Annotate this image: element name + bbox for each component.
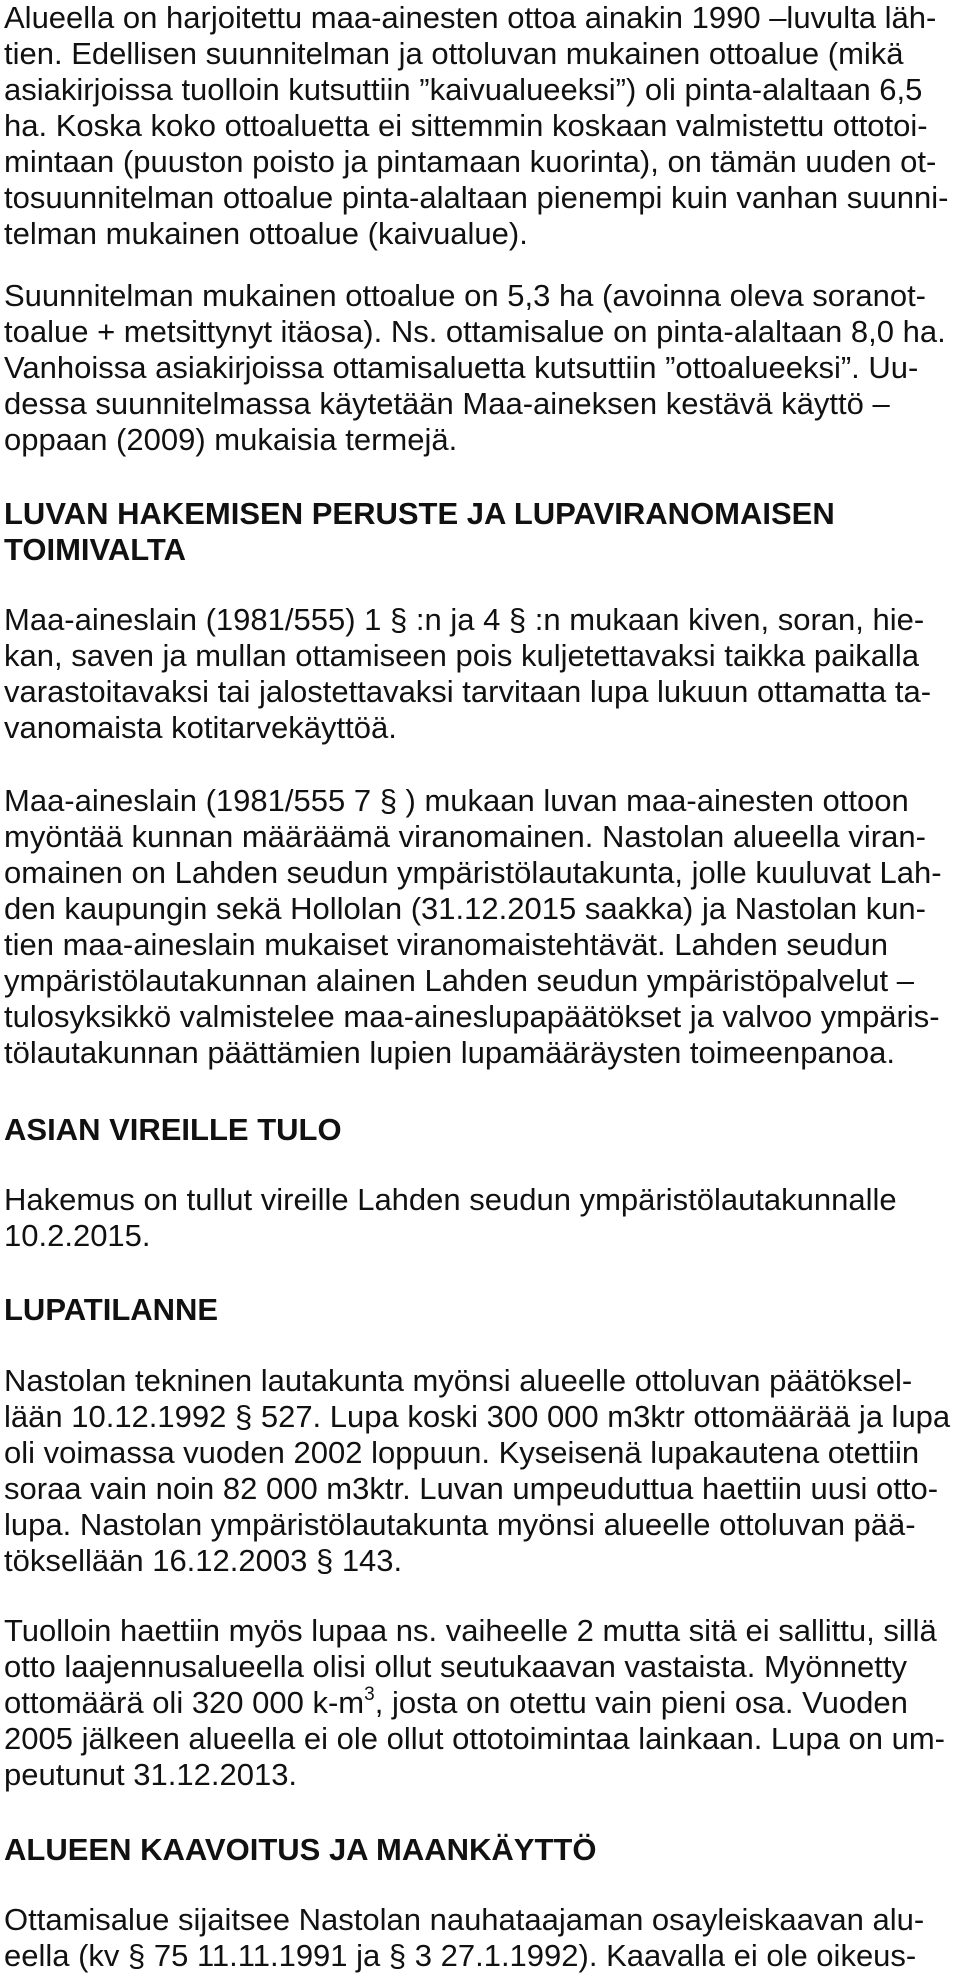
- text-line: 10.2.2015.: [4, 1218, 151, 1253]
- text-line: asiakirjoissa tuolloin kutsuttiin ”kaivualueeksi”) oli pinta-alaltaan 6,5: [4, 72, 923, 107]
- text-line: tulosyksikkö valmistelee maa-aineslupapäätökset ja valvoo ympäris-: [4, 999, 940, 1034]
- text-line: varastoitavaksi tai jalostettavaksi tarvitaan lupa lukuun ottamatta ta-: [4, 674, 932, 709]
- text-line: 2005 jälkeen alueella ei ole ollut ottotoimintaa lainkaan. Lupa on um-: [4, 1721, 945, 1756]
- text-line: eella (kv § 75 11.11.1991 ja § 3 27.1.1992). Kaavalla ei ole oikeus-: [4, 1938, 917, 1973]
- text-line: oli voimassa vuoden 2002 loppuun. Kyseisenä lupakautena otettiin: [4, 1435, 920, 1470]
- text-line: toalue + metsittynyt itäosa). Ns. ottamisalue on pinta-alaltaan 8,0 ha.: [4, 314, 946, 349]
- section-heading: TOIMIVALTA: [4, 532, 186, 567]
- text-line: lupa. Nastolan ympäristölautakunta myönsi alueelle ottoluvan pää-: [4, 1507, 916, 1542]
- text-line: vanomaista kotitarvekäyttöä.: [4, 710, 397, 745]
- text-line: kan, saven ja mullan ottamiseen pois kuljetettavaksi taikka paikalla: [4, 638, 919, 673]
- superscript: 3: [364, 1683, 375, 1705]
- section-heading: ASIAN VIREILLE TULO: [4, 1112, 342, 1147]
- text-line: oppaan (2009) mukaisia termejä.: [4, 422, 458, 457]
- text-line: töksellään 16.12.2003 § 143.: [4, 1543, 403, 1578]
- text-line: myöntää kunnan määräämä viranomainen. Nastolan alueella viran-: [4, 819, 926, 854]
- text-line: ympäristölautakunnan alainen Lahden seudun ympäristöpalvelut –: [4, 963, 914, 998]
- text-line: Ottamisalue sijaitsee Nastolan nauhataajaman osayleiskaavan alu-: [4, 1902, 925, 1937]
- text-line: tölautakunnan päättämien lupien lupamääräysten toimeenpanoa.: [4, 1035, 896, 1070]
- section-heading: LUPATILANNE: [4, 1292, 219, 1327]
- text-line: dessa suunnitelmassa käytetään Maa-aineksen kestävä käyttö –: [4, 386, 890, 421]
- text-segment: ottomäärä oli 320 000 k-m: [4, 1685, 365, 1720]
- text-line: lään 10.12.1992 § 527. Lupa koski 300 000 m3ktr ottomäärää ja lupa: [4, 1399, 951, 1434]
- text-line: tien maa-aineslain mukaiset viranomaistehtävät. Lahden seudun: [4, 927, 889, 962]
- text-line: omainen on Lahden seudun ympäristölautakunta, jolle kuuluvat Lah-: [4, 855, 942, 890]
- text-line: [4, 1685, 908, 1721]
- text-line: Suunnitelman mukainen ottoalue on 5,3 ha (avoinna oleva soranot-: [4, 278, 927, 313]
- text-line: telman mukainen ottoalue (kaivualue).: [4, 216, 528, 251]
- text-line: Maa-aineslain (1981/555 7 § ) mukaan luvan maa-ainesten ottoon: [4, 783, 909, 818]
- text-line: mintaan (puuston poisto ja pintamaan kuorinta), on tämän uuden ot-: [4, 144, 937, 179]
- text-line: Vanhoissa asiakirjoissa ottamisaluetta kutsuttiin ”ottoalueeksi”. Uu-: [4, 350, 919, 385]
- text-line: Alueella on harjoitettu maa-ainesten ottoa ainakin 1990 –luvulta läh-: [4, 0, 937, 35]
- section-heading: ALUEEN KAAVOITUS JA MAANKÄYTTÖ: [4, 1832, 597, 1867]
- text-line: den kaupungin sekä Hollolan (31.12.2015 saakka) ja Nastolan kun-: [4, 891, 926, 926]
- text-line: Tuolloin haettiin myös lupaa ns. vaiheelle 2 mutta sitä ei sallittu, sillä: [4, 1613, 937, 1648]
- text-line: tien. Edellisen suunnitelman ja ottoluvan mukainen ottoalue (mikä: [4, 36, 904, 71]
- text-line: soraa vain noin 82 000 m3ktr. Luvan umpeuduttua haettiin uusi otto-: [4, 1471, 939, 1506]
- text-line: tosuunnitelman ottoalue pinta-alaltaan pienempi kuin vanhan suunni-: [4, 180, 949, 215]
- text-line: otto laajennusalueella olisi ollut seutukaavan vastaista. Myönnetty: [4, 1649, 907, 1684]
- text-line: ha. Koska koko ottoaluetta ei sittemmin koskaan valmistettu ottotoi-: [4, 108, 928, 143]
- text-line: peutunut 31.12.2013.: [4, 1757, 298, 1792]
- text-line: Hakemus on tullut vireille Lahden seudun ympäristölautakunnalle: [4, 1182, 897, 1217]
- text-line: Maa-aineslain (1981/555) 1 § :n ja 4 § :n mukaan kiven, soran, hie-: [4, 602, 925, 637]
- section-heading: LUVAN HAKEMISEN PERUSTE JA LUPAVIRANOMAISEN: [4, 496, 835, 531]
- text-line: Nastolan tekninen lautakunta myönsi alueelle ottoluvan päätöksel-: [4, 1363, 913, 1398]
- text-segment: , josta on otettu vain pieni osa. Vuoden: [374, 1685, 908, 1720]
